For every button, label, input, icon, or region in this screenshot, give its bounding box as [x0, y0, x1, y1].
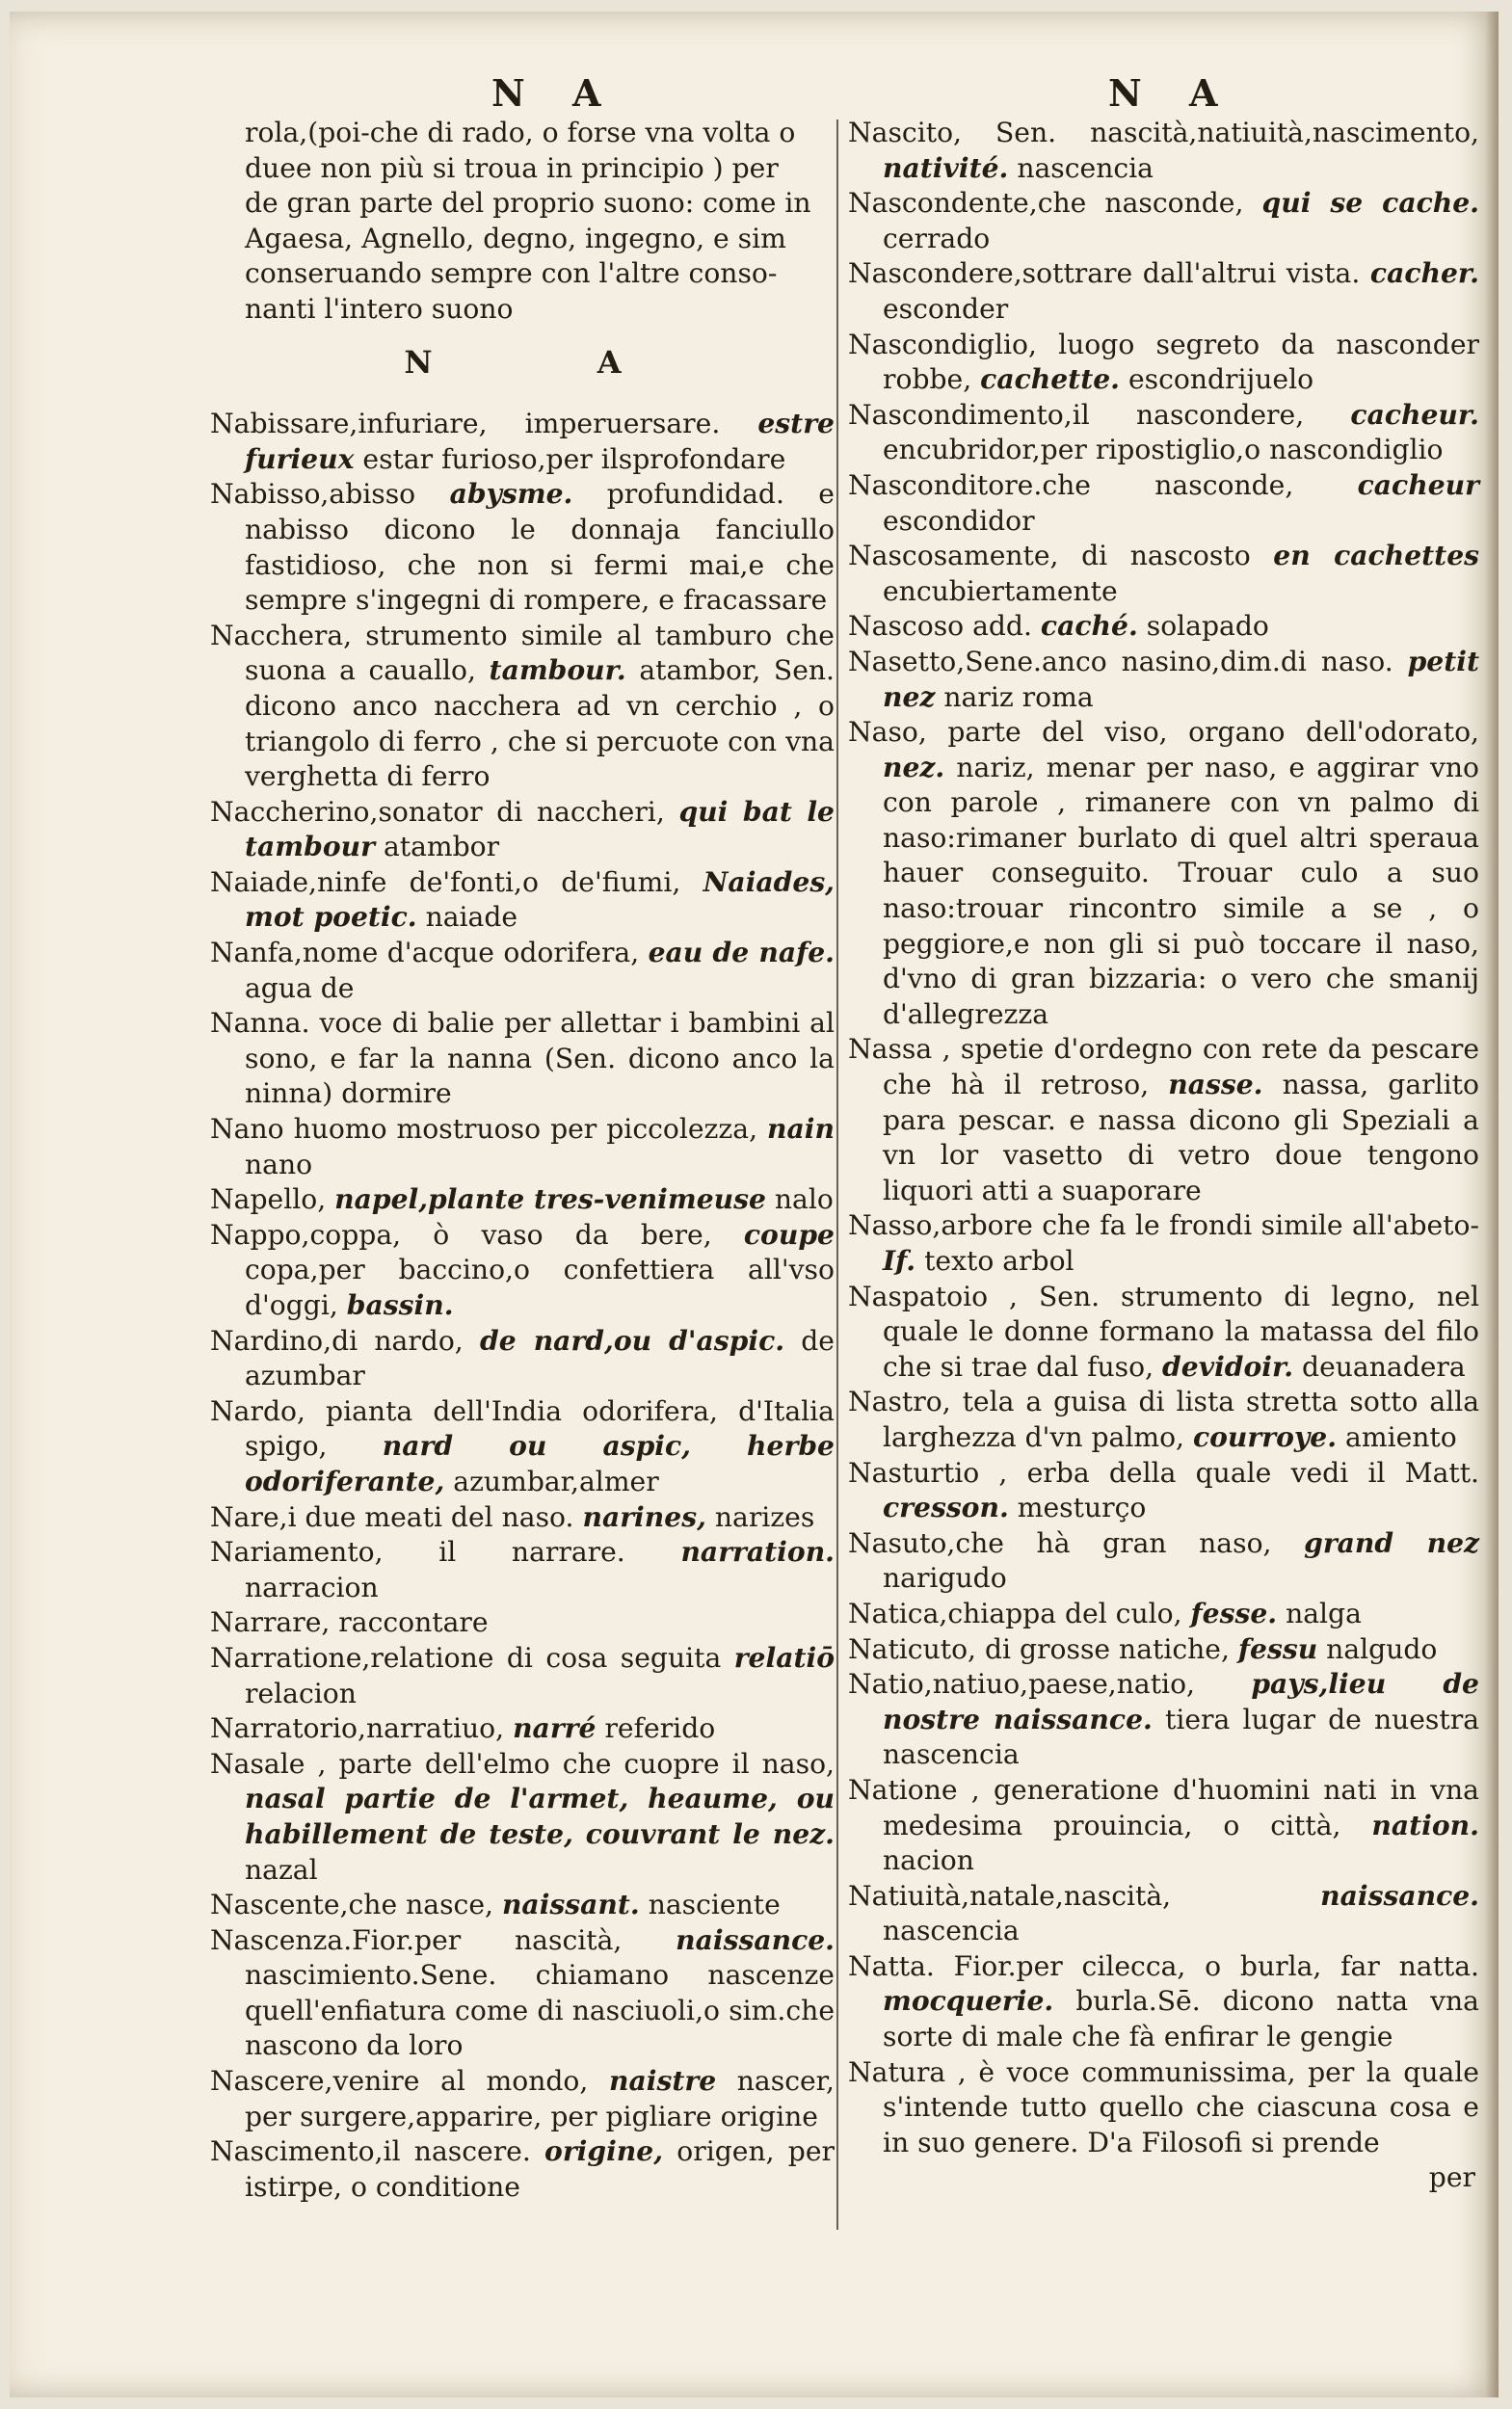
intro-line: Agaesa, Agnello, degno, ingegno, e sim: [245, 222, 786, 254]
french-equivalent: origine,: [544, 2135, 664, 2168]
spanish-equivalent: copa,per baccino,o confettiera all'vso d'oggi,: [245, 1254, 835, 1321]
headword-definition: Nasconditore.che nasconde,: [848, 468, 1294, 501]
dictionary-entry: [848, 715, 1479, 1032]
french-equivalent: bassin.: [346, 1289, 454, 1321]
spanish-equivalent: nascencia: [1017, 151, 1154, 184]
headword-definition: Nascondere,sottrare dall'altrui vista.: [848, 257, 1361, 290]
headword-definition: Nacchera, strumento simile al tamburo che suona a cauallo,: [210, 619, 835, 687]
french-equivalent: grand nez: [1304, 1526, 1480, 1559]
section-heading: N A: [404, 343, 699, 381]
dictionary-entry: [210, 1112, 835, 1182]
dictionary-entry: [848, 645, 1479, 715]
intro-line: de gran parte del proprio suono: come in: [245, 187, 811, 220]
french-equivalent: narines,: [582, 1500, 706, 1533]
spanish-equivalent: deuanadera: [1302, 1350, 1466, 1383]
spanish-equivalent: referido: [604, 1712, 716, 1745]
french-equivalent: cacheur.: [1350, 398, 1479, 431]
dictionary-entry: [210, 477, 835, 618]
spanish-equivalent: nalo: [774, 1183, 834, 1216]
dictionary-entry: [848, 468, 1479, 539]
spanish-equivalent: naiade: [425, 901, 518, 934]
spanish-equivalent: nazal: [245, 1853, 318, 1886]
spanish-equivalent: cerrado: [883, 222, 991, 254]
headword-definition: Nascosamente, di nascosto: [848, 540, 1251, 572]
dictionary-entry: [848, 1456, 1479, 1526]
spanish-equivalent: esconder: [883, 292, 1009, 325]
dictionary-entry: [210, 936, 835, 1006]
dictionary-entry: [848, 1032, 1479, 1208]
headword-definition: Nascente,che nasce,: [210, 1889, 493, 1921]
dictionary-entry: [210, 1324, 835, 1394]
french-equivalent: Naiades, mot poetic.: [245, 865, 835, 934]
dictionary-entry: [848, 1597, 1479, 1632]
dictionary-entry: [848, 1949, 1479, 2055]
headword-definition: Nascondiglio, luogo segreto da nasconder robbe,: [848, 328, 1479, 396]
french-equivalent: tambour.: [489, 654, 626, 687]
left-column: [210, 116, 835, 2205]
french-equivalent: cresson.: [883, 1492, 1009, 1524]
dictionary-entry: [210, 1182, 835, 1218]
french-equivalent: cacher.: [1369, 257, 1479, 290]
headword-definition: Naspatoio , Sen. strumento di legno, nel quale le donne formano la matassa del filo che si trae dal fuso,: [848, 1280, 1479, 1383]
spanish-equivalent: atambor, Sen. dicono anco nacchera ad vn cerchio , o triangolo di ferro , che si percuote con vna verghetta di ferro: [245, 654, 835, 793]
right-entries: [848, 116, 1479, 2160]
french-equivalent: nasse.: [1168, 1069, 1263, 1101]
headword-definition: Naticuto, di grosse natiche,: [848, 1632, 1230, 1665]
spanish-equivalent: narracion: [245, 1571, 379, 1603]
french-equivalent: mocquerie.: [883, 1985, 1054, 2018]
french-equivalent: nain: [767, 1113, 835, 1146]
page-edge-shadow: [1485, 12, 1499, 2397]
headword-definition: Nascoso add.: [848, 610, 1032, 643]
headword-definition: Nariamento, il narrare.: [210, 1536, 625, 1569]
headword-definition: Natiuità,natale,nascità,: [848, 1879, 1172, 1912]
spanish-equivalent: dormire: [341, 1077, 452, 1110]
spanish-equivalent: nascer, per surgere,apparire, per pigliare origine: [245, 2065, 836, 2132]
french-equivalent: narration.: [680, 1536, 835, 1569]
french-equivalent: en cachettes: [1273, 540, 1479, 572]
headword-definition: Natica,chiappa del culo,: [848, 1597, 1182, 1629]
dictionary-entry: [848, 1526, 1479, 1597]
headword-definition: Nastro, tela a guisa di lista stretta sotto alla larghezza d'vn palmo,: [848, 1386, 1479, 1453]
french-equivalent: qui se cache.: [1261, 187, 1479, 220]
french-equivalent: naistre: [609, 2065, 717, 2098]
headword-definition: Naso, parte del viso, organo dell'odorato,: [848, 716, 1479, 749]
dictionary-entry: [210, 1605, 835, 1641]
french-equivalent: caché.: [1040, 610, 1138, 643]
dictionary-entry: [848, 1773, 1479, 1879]
headword-definition: Natione , generatione d'huomini nati in vna medesima prouincia, o città,: [848, 1773, 1479, 1841]
left-entries: [210, 407, 835, 2205]
headword-definition: Nascondimento,il nascondere,: [848, 398, 1305, 431]
french-equivalent: estre furieux: [245, 408, 835, 475]
french-equivalent: eau de nafe.: [648, 937, 835, 969]
intro-paragraph: [210, 116, 835, 328]
french-equivalent: cacheur: [1357, 468, 1479, 501]
french-equivalent: narré: [513, 1712, 597, 1745]
dictionary-entry: [210, 1711, 835, 1747]
dictionary-entry: [848, 186, 1479, 256]
french-equivalent: pays,lieu de nostre naissance.: [883, 1668, 1479, 1735]
spanish-equivalent: escondidor: [883, 504, 1035, 537]
french-equivalent: cachette.: [980, 363, 1120, 396]
spanish-equivalent: burla.Sē. dicono natta vna sorte di male che fà enfirar le gengie: [883, 1985, 1479, 2053]
headword-definition: Nasetto,Sene.anco nasino,dim.di naso.: [848, 645, 1393, 677]
spanish-equivalent: narigudo: [883, 1562, 1007, 1595]
right-column: [848, 116, 1479, 2196]
dictionary-entry: [848, 1280, 1479, 1386]
dictionary-entry: [210, 1535, 835, 1605]
column-divider: [836, 119, 838, 2230]
intro-line: duee non più si troua in principio ) per: [245, 151, 779, 184]
intro-line: nanti l'intero suono: [245, 292, 514, 325]
dictionary-entry: [210, 1641, 835, 1711]
headword-definition: Nasso,arbore che fa le frondi simile all'abeto-: [848, 1209, 1479, 1242]
headword-definition: Naccherino,sonator di naccheri,: [210, 795, 665, 828]
french-equivalent: coupe: [743, 1218, 835, 1251]
spanish-equivalent: narizes: [714, 1500, 815, 1533]
headword-definition: Nascenza.Fior.per nascità,: [210, 1923, 623, 1956]
dictionary-entry: [210, 1923, 835, 2064]
spanish-equivalent: atambor: [383, 831, 500, 863]
headword-definition: Narrare, raccontare: [210, 1606, 489, 1639]
running-head-right: N A: [1108, 71, 1235, 115]
headword-definition: Naiade,ninfe de'fonti,o de'fiumi,: [210, 865, 681, 898]
spanish-equivalent: nalga: [1286, 1597, 1362, 1629]
headword-definition: Nappo,coppa, ò vaso da bere,: [210, 1218, 712, 1251]
dictionary-entry: [210, 1394, 835, 1500]
french-equivalent: If.: [883, 1245, 916, 1277]
french-equivalent: abysme.: [449, 478, 573, 511]
headword-definition: Nasale , parte dell'elmo che cuopre il naso,: [210, 1747, 835, 1780]
dictionary-entry: [210, 795, 835, 865]
spanish-equivalent: relacion: [245, 1677, 357, 1709]
dictionary-entry: [848, 2055, 1479, 2161]
dictionary-entry: [210, 1888, 835, 1923]
headword-definition: Natura , è voce communissima, per la quale s'intende tutto quello che ciascuna cosa e in suo genere. D'a Filosofi si prende: [848, 2055, 1479, 2158]
headword-definition: Nano huomo mostruoso per piccolezza,: [210, 1113, 758, 1146]
spanish-equivalent: profundidad. e nabisso dicono le donnaja fanciullo fastidioso, che non si fermi mai,e che sempre s'ingegni di rompere, e fracassare: [245, 478, 835, 617]
spanish-equivalent: nariz, menar per naso, e aggirar vno con parole , rimanere con vn palmo di naso:rimaner burlato di quel altri speraua hauer conseguito. Trouar culo a suo naso:trouar rincontro simile a se , o peggiore,e non gli si può toccare il naso, d'vno di gran bizzaria: o vero che smanij d'allegrezza: [883, 751, 1479, 1030]
headword-definition: Nassa , spetie d'ordegno con rete da pescare che hà il retroso,: [848, 1033, 1479, 1101]
spanish-equivalent: nacion: [883, 1844, 974, 1877]
dictionary-entry: [848, 1385, 1479, 1455]
french-equivalent: naissance.: [676, 1923, 835, 1956]
french-equivalent: napel,plante tres-venimeuse: [334, 1183, 766, 1216]
dictionary-entry: [848, 398, 1479, 468]
dictionary-entry: [210, 619, 835, 795]
headword-definition: Nabisso,abisso: [210, 478, 416, 511]
headword-definition: Nasuto,che hà gran naso,: [848, 1526, 1272, 1559]
spanish-equivalent: escondrijuelo: [1127, 363, 1314, 396]
french-equivalent: qui bat le tambour: [245, 795, 835, 863]
spanish-equivalent: nasciente: [648, 1889, 781, 1921]
french-equivalent: nasal partie de l'armet, heaume, ou habillement de teste, couvrant le nez.: [245, 1783, 835, 1850]
spanish-equivalent: azumbar,almer: [453, 1465, 659, 1497]
headword-definition: Nascere,venire al mondo,: [210, 2065, 589, 2098]
spanish-equivalent: nalgudo: [1326, 1632, 1438, 1665]
spanish-equivalent: de azumbar: [245, 1324, 835, 1392]
headword-definition: Narratione,relatione di cosa seguita: [210, 1641, 722, 1674]
french-equivalent: fessu: [1237, 1632, 1318, 1665]
dictionary-entry: [210, 1218, 835, 1324]
headword-definition: Nabissare,infuriare, imperuersare.: [210, 408, 721, 440]
headword-definition: Natta. Fior.per cilecca, o burla, far natta.: [848, 1949, 1479, 1982]
spanish-equivalent: tiera lugar de nuestra nascencia: [883, 1703, 1480, 1771]
french-equivalent: fesse.: [1190, 1597, 1278, 1629]
french-equivalent: relatiō: [733, 1641, 835, 1674]
dictionary-entry: [210, 1500, 835, 1536]
dictionary-entry: [210, 2134, 835, 2205]
headword-definition: Narratorio,narratiuo,: [210, 1712, 505, 1745]
french-equivalent: nation.: [1371, 1809, 1479, 1841]
headword-definition: Nanna. voce di balie per allettar i bambini al sono, e far la nanna (Sen. dicono anco la ninna): [210, 1007, 835, 1110]
running-head-left: N A: [491, 71, 619, 115]
dictionary-entry: [848, 116, 1479, 186]
dictionary-entry: [210, 407, 835, 477]
dictionary-entry: [210, 1006, 835, 1112]
headword-definition: Natio,natiuo,paese,natio,: [848, 1668, 1195, 1701]
dictionary-entry: [210, 2064, 835, 2134]
spanish-equivalent: mesturço: [1017, 1492, 1147, 1524]
headword-definition: Nardo, pianta dell'India odorifera, d'Italia spigo,: [210, 1394, 835, 1463]
headword-definition: Nascito, Sen. nascità,natiuità,nascimento,: [848, 117, 1479, 148]
spanish-equivalent: solapado: [1146, 610, 1269, 643]
spanish-equivalent: estar furioso,per ilsprofondare: [362, 442, 786, 475]
french-equivalent: de nard,ou d'aspic.: [479, 1324, 785, 1357]
spanish-equivalent: texto arbol: [924, 1245, 1074, 1277]
dictionary-entry: [848, 609, 1479, 645]
french-equivalent: naissant.: [501, 1889, 640, 1921]
headword-definition: Nasturtio , erba della quale vedi il Matt.: [848, 1456, 1479, 1489]
catchword: per: [1428, 2161, 1475, 2194]
spanish-equivalent: agua de: [245, 971, 355, 1004]
french-equivalent: courroye.: [1192, 1420, 1338, 1453]
headword-definition: Nare,i due meati del naso.: [210, 1500, 574, 1533]
dictionary-page: [10, 12, 1499, 2397]
spanish-equivalent: encubridor,per ripostiglio,o nascondiglio: [883, 434, 1444, 466]
dictionary-entry: [848, 1632, 1479, 1668]
spanish-equivalent: origen, per istirpe, o conditione: [245, 2135, 835, 2203]
headword-definition: Nascimento,il nascere.: [210, 2135, 531, 2168]
spanish-equivalent: nano: [245, 1148, 313, 1180]
dictionary-entry: [210, 1747, 835, 1888]
french-equivalent: naissance.: [1320, 1879, 1479, 1912]
headword-definition: Napello,: [210, 1183, 327, 1216]
headword-definition: Nanfa,nome d'acque odorifera,: [210, 937, 640, 969]
dictionary-entry: [848, 256, 1479, 327]
intro-line: conseruando sempre con l'altre conso-: [245, 257, 778, 290]
spanish-equivalent: encubiertamente: [883, 574, 1118, 607]
dictionary-entry: [848, 328, 1479, 398]
spanish-equivalent: nassa, garlito para pescar. e nassa dicono gli Speziali a vn lor vasetto di vetro doue tengono liquori atti a suaporare: [883, 1069, 1479, 1206]
headword-definition: Nascondente,che nasconde,: [848, 187, 1244, 220]
spanish-equivalent: nariz roma: [943, 680, 1094, 713]
spanish-equivalent: amiento: [1345, 1420, 1457, 1453]
headword-definition: Nardino,di nardo,: [210, 1324, 464, 1357]
dictionary-entry: [848, 539, 1479, 609]
french-equivalent: petit nez: [883, 645, 1479, 713]
french-equivalent: nard ou aspic, herbe odoriferante,: [245, 1430, 835, 1497]
french-equivalent: nativité.: [883, 151, 1009, 184]
dictionary-entry: [848, 1667, 1479, 1773]
spanish-equivalent: nascencia: [883, 1915, 1020, 1947]
spanish-equivalent: nascimiento.Sene. chiamano nascenze quell'enfiatura come di nasciuoli,o sim.che nascono da loro: [245, 1959, 835, 2062]
dictionary-entry: [848, 1208, 1479, 1279]
dictionary-entry: [848, 1879, 1479, 1949]
intro-line: rola,(poi-che di rado, o forse vna volta o: [245, 117, 796, 148]
french-equivalent: nez.: [883, 751, 945, 783]
dictionary-entry: [210, 865, 835, 936]
french-equivalent: devidoir.: [1162, 1350, 1294, 1383]
